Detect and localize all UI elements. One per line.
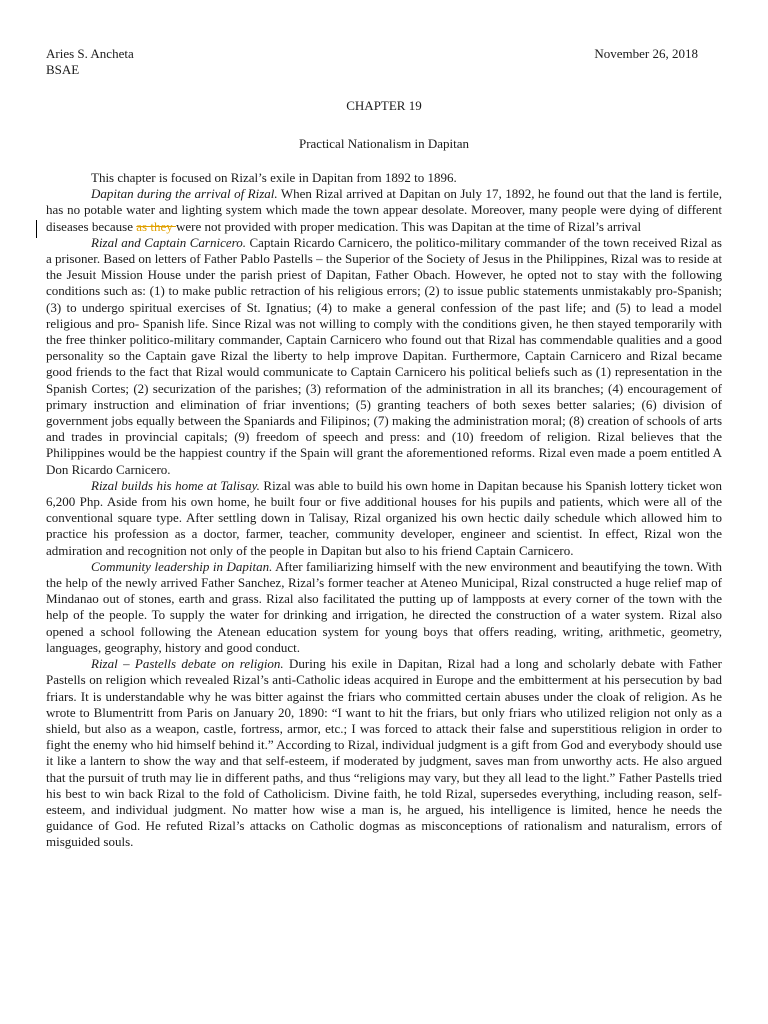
- paragraph-text: Rizal was able to build his own home in Dapitan because his Spanish lottery ticket won 6,200 Php. Aside from his own home, he built four or five additional houses for his pupils and patients, which were all of the conventional square type. After settling down in Talisay, Rizal organized his own hectic daily schedule which allowed him to practice his profession as a doctor, farmer, teacher, community developer, engineer and scientist. In effect, Rizal won the admiration and recognition not only of the people in Dapitan but also to his friend Captain Carnicero.: [46, 477, 722, 558]
- paragraph-heading: Community leadership in Dapitan.: [91, 558, 273, 574]
- paragraph-heading: Dapitan during the arrival of Rizal.: [91, 186, 278, 202]
- paragraph-text: Captain Ricardo Carnicero, the politico-military commander of the town received Rizal as a prisoner. Based on letters of Father Pablo Pastells – the Superior of the Society of Jesus in the Philippines, Rizal was to reside at the Jesuit Mission House under the parish priest of Dapitan, Father Obach. However, he opted not to stay with the following conditions such as: (1) to make public retraction of his religious errors; (2) to issue public statements unmistakably pro-Spanish; (3) to undergo spiritual exercises of St. Ignatius; (4) to make a general confession of the past life; and (5) to lead a model religious and pro- Spanish life. Since Rizal was not willing to comply with the conditions given, he then stayed temporarily with the free thinker politico-military commander, Captain Carnicero who found out that Rizal has commendable qualities and a good personality so the Captain gave Rizal the liberty to help improve Dapitan. Furthermore, Captain Carnicero and Rizal became good friends to the fact that Rizal would communicate to Captain Carnicero his political beliefs such as (1) representation in the Spanish Cortes; (2) securization of the parishes; (3) reformation of the administration in all its branches; (4) encouragement of primary instruction and elimination of friar inventions; (5) granting teachers of both sexes better salaries; (6) division of government jobs equally between the Spaniards and Filipinos; (7) making the administration moral; (8) creation of schools of arts and trades in provincial capitals; (9) freedom of speech and press: and (10) freedom of religion. Rizal believes that the Philippines would be the happiest country if the Spain will grant the aforementioned reforms. Rizal even made a poem entitled A Don Ricardo Carnicero.: [46, 234, 722, 477]
- paragraph-heading: Rizal – Pastells debate on religion.: [91, 656, 284, 672]
- paragraph-text: were not provided with proper medication. This was Dapitan at the time of Rizal’s arrival: [175, 218, 642, 234]
- paragraph-pastells-debate: [46, 656, 722, 850]
- text-cursor: [36, 220, 37, 238]
- tracked-deletion: as they: [136, 218, 176, 234]
- paragraph-community-leadership: [46, 559, 722, 656]
- intro-paragraph: This chapter is focused on Rizal’s exile in Dapitan from 1892 to 1896.: [91, 170, 457, 185]
- chapter-title: CHAPTER 19: [346, 98, 422, 113]
- document-body[interactable]: [46, 170, 722, 851]
- paragraph-heading: Rizal builds his home at Talisay.: [91, 477, 260, 493]
- paragraph-captain-carnicero: [46, 235, 722, 478]
- paragraph-text: After familiarizing himself with the new environment and beautifying the town. With the help of the newly arrived Father Sanchez, Rizal’s former teacher at Ateneo Municipal, Rizal constructed a huge relief map of Mindanao out of stones, earth and grass. Rizal also facilitated the putting up of lampposts at every corner of the town with the help of the people. To supply the water for drinking and irrigation, he directed the construction of a water system. Rizal also opened a school following the Atenean education system for young boys that offers reading, writing, arithmetic, geometry, languages, geography, history and good conduct.: [46, 558, 722, 655]
- document-date: November 26, 2018: [594, 46, 698, 61]
- paragraph-talisay-home: [46, 478, 722, 559]
- paragraph-dapitan-arrival: [46, 186, 722, 235]
- author-name: Aries S. Ancheta: [46, 46, 134, 61]
- chapter-subtitle: Practical Nationalism in Dapitan: [298, 136, 470, 151]
- paragraph-text: During his exile in Dapitan, Rizal had a long and scholarly debate with Father Pastells on religion which revealed Rizal’s anti-Catholic ideas acquired in Europe and the embitterment at his persecution by bad friars. It is understandable why he was bitter against the friars who committed certain abuses under the cloak of religion. As he wrote to Blumentritt from Paris on January 20, 1890: “I want to hit the friars, but only friars who utilized religion not only as a shield, but also as a weapon, castle, fortress, armor, etc.; I was forced to attack their false and superstitious religion in order to fight the enemy who hid himself behind it.” According to Rizal, individual judgment is a gift from God and everybody should use it like a lantern to show the way and that self-esteem, if moderated by judgment, saves man from unworthy acts. He also argued that the pursuit of truth may lie in different paths, and thus “religions may vary, but they all lead to the light.” Father Pastells tried his best to win back Rizal to the fold of Catholicism. Divine faith, he told Rizal, supersedes everything, including reason, self-esteem, and individual judgment. No matter how wise a man is, he argued, his intelligence is limited, hence he needs the guidance of God. He refuted Rizal’s attacks on Catholic dogmas as misconceptions of rationalism and naturalism, errors of misguided souls.: [46, 656, 722, 850]
- document-header: [46, 46, 722, 78]
- paragraph-text: When Rizal arrived at Dapitan on July 17, 1892, he found out that the land is fertile, has no potable water and lighting system which made the town appear desolate. Moreover, many people were dying of different diseases because: [46, 186, 722, 234]
- course-label: BSAE: [46, 62, 80, 77]
- paragraph-heading: Rizal and Captain Carnicero.: [91, 234, 246, 250]
